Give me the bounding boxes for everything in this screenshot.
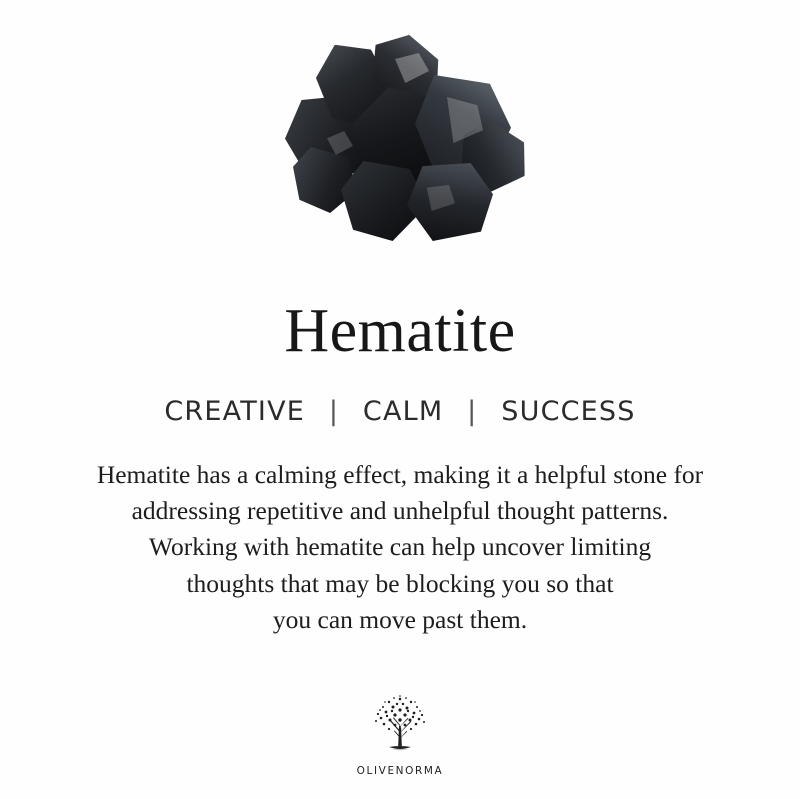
hematite-crystal-image bbox=[275, 35, 535, 265]
description-line: Working with hematite can help uncover limiting bbox=[148, 532, 652, 562]
page-title: Hematite bbox=[284, 297, 516, 365]
stone-image-area bbox=[0, 0, 800, 300]
description-text bbox=[35, 457, 765, 638]
description-line: thoughts that may be blocking you so that bbox=[186, 568, 614, 598]
keyword-list bbox=[164, 396, 635, 427]
keyword-separator: | bbox=[467, 396, 478, 427]
brand-logo bbox=[0, 690, 800, 777]
keyword-creative: CREATIVE bbox=[164, 396, 306, 427]
keyword-separator: | bbox=[328, 396, 340, 427]
description-line: you can move past them. bbox=[272, 604, 528, 634]
description-line: Hematite has a calming effect, making it a helpful stone for bbox=[96, 460, 704, 489]
description-line: addressing repetitive and unhelpful thought patterns. bbox=[131, 496, 669, 526]
keyword-calm: CALM bbox=[362, 396, 444, 427]
brand-name: OLIVENORMA bbox=[356, 765, 444, 777]
tree-icon bbox=[359, 690, 441, 762]
keyword-success: SUCCESS bbox=[501, 396, 636, 427]
